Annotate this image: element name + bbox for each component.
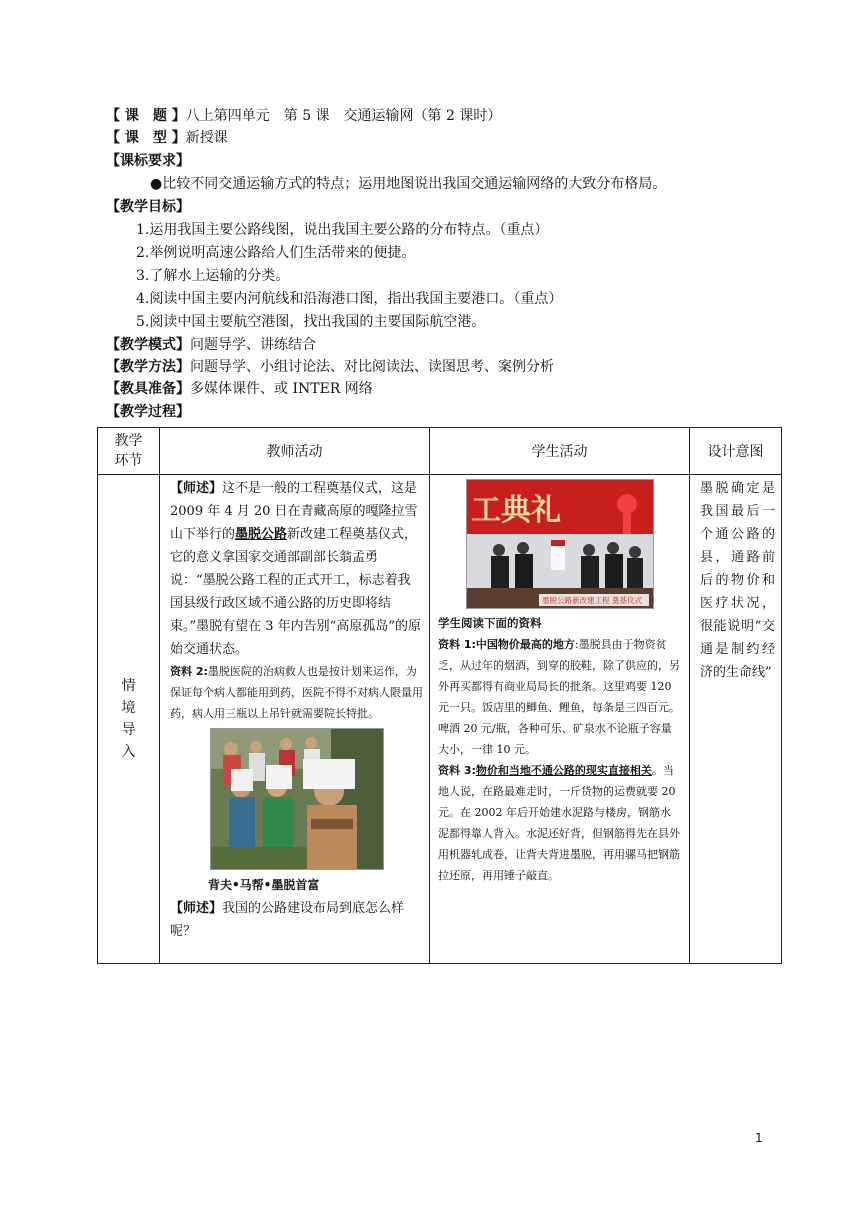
porters-caption: 背夫•马帮•墨脱首富 — [208, 878, 320, 892]
stage-cell: 情 境 导 入 — [98, 475, 160, 964]
teacher-activity-cell — [160, 475, 430, 964]
header-stage: 教学 环节 — [98, 428, 160, 475]
type-value: 新授课 — [185, 130, 228, 146]
goals-heading: 【教学目标】 — [106, 199, 190, 215]
standard-heading: 【课标要求】 — [106, 153, 190, 169]
table-row — [98, 475, 782, 964]
process-heading: 【教学过程】 — [106, 404, 190, 420]
student-material-3: 资料 3:物价和当地不通公路的现实直接相关。当地人说，在路最难走时，一斤货物的运费就要 20 元。在 2002 年后开始建水泥路与楼房，钢筋水泥都得靠人背入。水泥还好背，但钢筋得先在县外用机器轧成卷，让背夫背进墨脱，再用骡马把钢筋拉还原，再用锤子敲直。 — [438, 764, 680, 882]
type-label: 【 课 型 】 — [106, 130, 186, 146]
ceremony-banner-text: 工典礼 — [470, 493, 561, 528]
student-intro: 学生阅读下面的资料 — [438, 616, 542, 630]
mode-line: 【教学模式】问题导学、讲练结合 — [106, 337, 316, 353]
method-line: 【教学方法】问题导学、小组讨论法、对比阅读法、读图思考、案例分析 — [106, 359, 554, 375]
page-number: 1 — [755, 1131, 763, 1145]
lesson-table — [97, 427, 782, 964]
ceremony-photo — [466, 479, 654, 609]
student-material-1: 资料 1:中国物价最高的地方:墨脱县由于物资贫乏，从过年的烟酒，到穿的胶鞋，除了供应的，另外再买都得有商业局局长的批条。这里鸡要 120 元一只。饭店里的鲫鱼、鲤鱼，每条是三四百元。啤酒 20 元/瓶，各种可乐、矿泉水不论瓶子容量大小，一律 10 元。 — [438, 638, 680, 756]
goal-item: 4.阅读中国主要内河航线和沿海港口图，指出我国主要港口。（重点） — [136, 291, 563, 307]
goal-item: 2.举例说明高速公路给人们生活带来的便捷。 — [136, 245, 416, 261]
standard-text: ●比较不同交通运输方式的特点；运用地图说出我国交通运输网络的大致分布格局。 — [150, 176, 667, 192]
teacher-material-2: 资料 2:墨脱医院的治病救人也是按计划来运作，为保证每个病人都能用到药，医院不得不对病人限量用药，病人用三瓶以上吊针就需要院长特批。 — [170, 665, 423, 720]
topic-label: 【 课 题 】 — [106, 108, 186, 124]
teacher-paragraph-2: 【师述】我国的公路建设布局到底怎么样呢？ — [170, 901, 405, 939]
type-line — [106, 128, 228, 148]
goal-item: 1.运用我国主要公路线图，说出我国主要公路的分布特点。（重点） — [136, 222, 549, 238]
header-teacher: 教师活动 — [160, 428, 430, 475]
topic-line — [106, 106, 501, 126]
goal-item: 3.了解水上运输的分类。 — [136, 268, 290, 284]
table-header-row — [98, 428, 782, 475]
tools-line: 【教具准备】多媒体课件、或 INTER 网络 — [106, 381, 373, 397]
teacher-paragraph-1: 【师述】这不是一般的工程奠基仪式，这是 2009 年 4 月 20 日在青藏高原的嘎隆拉雪山下举行的墨脱公路新改建工程奠基仪式，它的意义拿国家交通部副部长翁孟勇说：“墨脱公路工程的正式开工，标志着我国县级行政区域不通公路的历史即将结束。”墨脱有望在 3 年内告别“高原孤岛”的原始交通状态。 — [170, 481, 421, 657]
student-activity-cell — [430, 475, 690, 964]
porters-photo — [210, 728, 384, 870]
header-student: 学生活动 — [430, 428, 690, 475]
ceremony-caption: 墨脱公路新改建工程 奠基仪式 — [541, 596, 642, 605]
design-intent-cell: 墨脱确定是我国最后一个通公路的县，通路前后的物价和医疗状况，很能说明“交通是制约经济的生命线” — [690, 475, 782, 964]
topic-value: 八上第四单元 第 5 课 交通运输网（第 2 课时） — [185, 108, 502, 124]
header-design: 设计意图 — [690, 428, 782, 475]
goal-item: 5.阅读中国主要航空港图，找出我国的主要国际航空港。 — [136, 314, 486, 330]
